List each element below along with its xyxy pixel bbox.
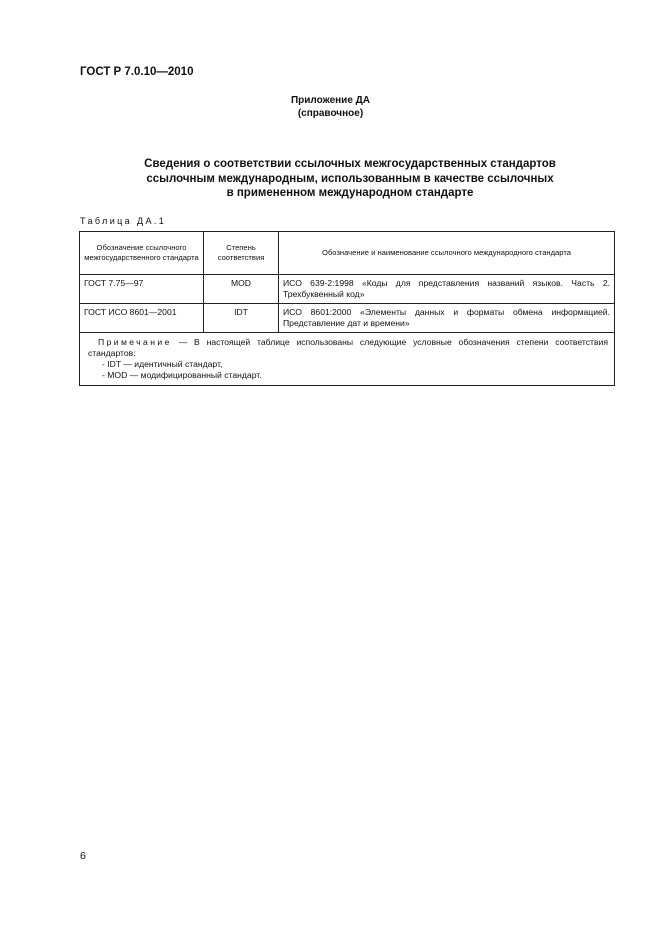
cell-international: ИСО 8601:2000 «Элементы данных и форматы обмена информацией. Представление дат и времени» [279,304,615,333]
annex-title: Приложение ДА [290,95,371,106]
section-title [110,157,590,201]
header-degree-of-correspondence: Степень соответствия [204,232,279,275]
note-label: Примечание [98,337,172,347]
header-international-standard: Обозначение и наименование ссылочного международного стандарта [279,232,615,275]
note-item-mod: - MOD — модифицированный стандарт. [102,370,262,380]
correspondence-table [79,231,615,386]
note-body: — В настоящей таблице использованы следующие условные обозначения степени соответствия стандартов: [88,337,608,358]
cell-degree: MOD [204,275,279,304]
table-header-row [80,232,615,275]
table-row [80,275,615,304]
section-title-line-3: в примененном международном стандарте [226,187,474,199]
page-number: 6 [80,850,86,862]
header-standard-designation: Обозначение ссылочного межгосударственного стандарта [80,232,204,275]
note-item-idt: - IDT — идентичный стандарт, [102,359,223,369]
annex-subtitle: (справочное) [297,108,364,119]
cell-standard: ГОСТ 7.75—97 [80,275,204,304]
table-note-row [80,333,615,386]
table-note [80,333,615,386]
document-code: ГОСТ Р 7.0.10—2010 [80,66,194,78]
cell-standard: ГОСТ ИСО 8601—2001 [80,304,204,333]
section-title-line-2: ссылочным международным, использованным в качестве ссылочных [146,172,554,185]
section-title-line-1: Сведения о соответствии ссылочных межгосударственных стандартов [144,158,556,170]
cell-degree: IDT [204,304,279,333]
table-caption: Таблица ДА.1 [80,216,167,226]
note-text [88,337,608,359]
table-row [80,304,615,333]
cell-international: ИСО 639-2:1998 «Коды для представления названий языков. Часть 2. Трехбуквенный код» [279,275,615,304]
